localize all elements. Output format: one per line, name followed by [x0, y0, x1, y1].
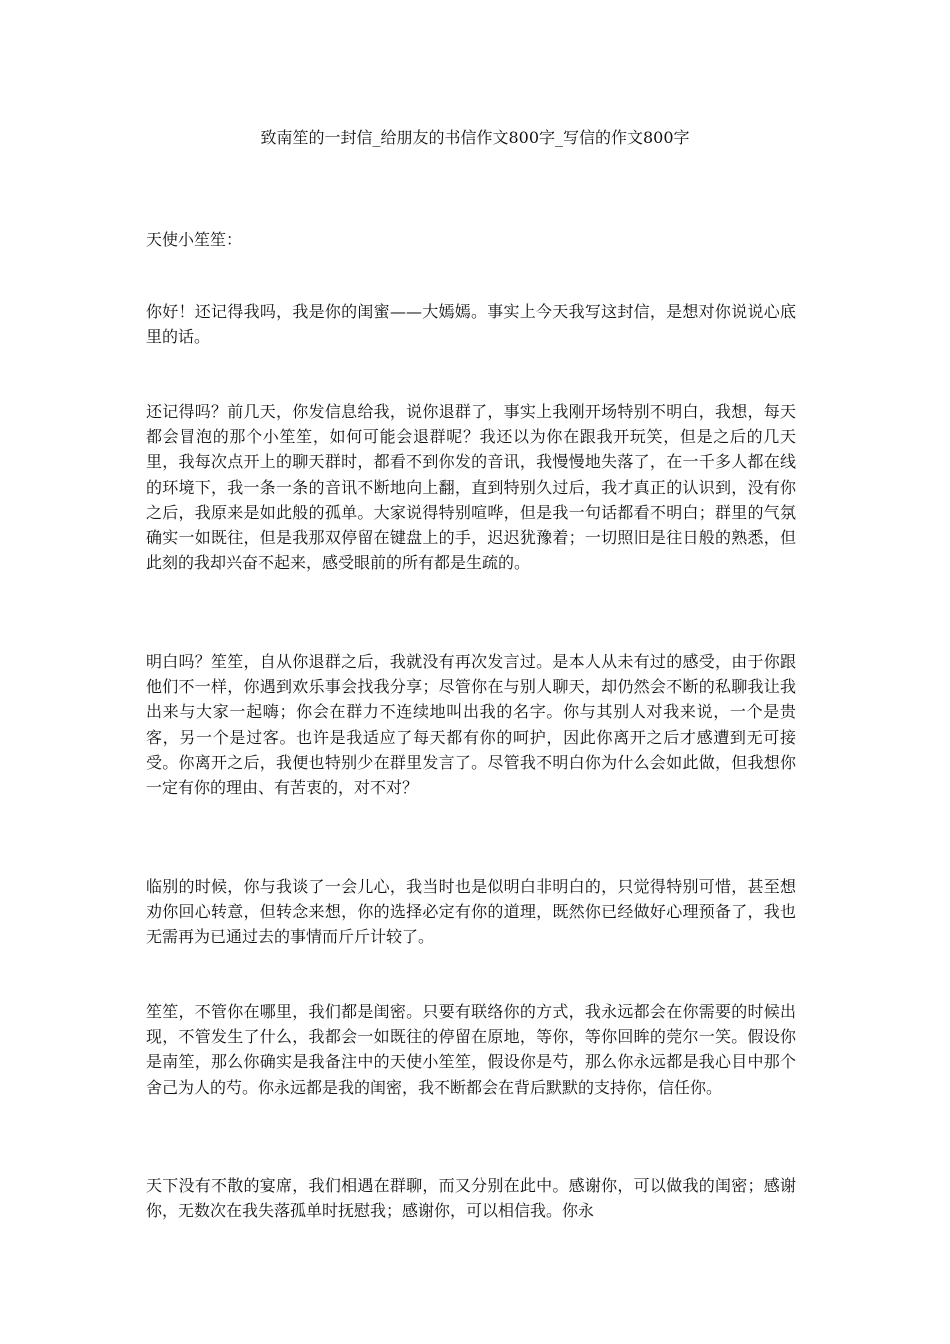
- paragraph-1: 你好！还记得我吗，我是你的闺蜜——大嫣嫣。事实上今天我写这封信，是想对你说说心底里的话。: [146, 302, 796, 347]
- paragraph-6: 天下没有不散的宴席，我们相遇在群聊，而又分别在此中。感谢你，可以做我的闺密；感谢你，无数次在我失落孤单时抚慰我；感谢你，可以相信我。你永: [146, 1176, 796, 1221]
- salutation: 天使小笙笙：: [146, 230, 243, 249]
- paragraph-2: 还记得吗？前几天，你发信息给我，说你退群了，事实上我刚开场特别不明白，我想，每天都会冒泡的那个小笙笙，如何可能会退群呢？我还以为你在跟我开玩笑，但是之后的几天里，我每次点开上的聊天群时，都看不到你发的音讯，我慢慢地失落了，在一千多人都在线的环境下，我一条一条的音讯不断地向上翻，直到特别久过后，我才真正的认识到，没有你之后，我原来是如此般的孤单。大家说得特别喧哗，但是我一句话都看不明白；群里的气氛确实一如既往，但是我那双停留在键盘上的手，迟迟犹豫着；一切照旧是往日般的熟悉，但此刻的我却兴奋不起来，感受眼前的所有都是生疏的。: [146, 402, 796, 573]
- paragraph-4: 临别的时候，你与我谈了一会儿心，我当时也是似明白非明白的，只觉得特别可惜，甚至想劝你回心转意，但转念来想，你的选择必定有你的道理，既然你已经做好心理预备了，我也无需再为已通过去的事情而斤斤计较了。: [146, 877, 796, 947]
- document-title: 致南笙的一封信_给朋友的书信作文800字_写信的作文800字: [260, 128, 690, 147]
- paragraph-5: 笙笙，不管你在哪里，我们都是闺密。只要有联络你的方式，我永远都会在你需要的时候出现，不管发生了什么，我都会一如既往的停留在原地，等你，等你回眸的莞尔一笑。假设你是南笙，那么你确实是我备注中的天使小笙笙，假设你是芍，那么你永远都是我心目中那个舍己为人的芍。你永远都是我的闺密，我不断都会在背后默默的支持你，信任你。: [146, 1002, 796, 1097]
- paragraph-3: 明白吗？笙笙，自从你退群之后，我就没有再次发言过。是本人从未有过的感受，由于你跟他们不一样，你遇到欢乐事会找我分享；尽管你在与别人聊天，却仍然会不断的私聊我让我出来与大家一起嗨；你会在群力不连续地叫出我的名字。你与其别人对我来说，一个是贵客，另一个是过客。也许是我适应了每天都有你的呵护，因此你离开之后才感遭到无可接受。你离开之后，我便也特别少在群里发言了。尽管我不明白你为什么会如此做，但我想你一定有你的理由、有苦衷的，对不对？: [146, 652, 796, 798]
